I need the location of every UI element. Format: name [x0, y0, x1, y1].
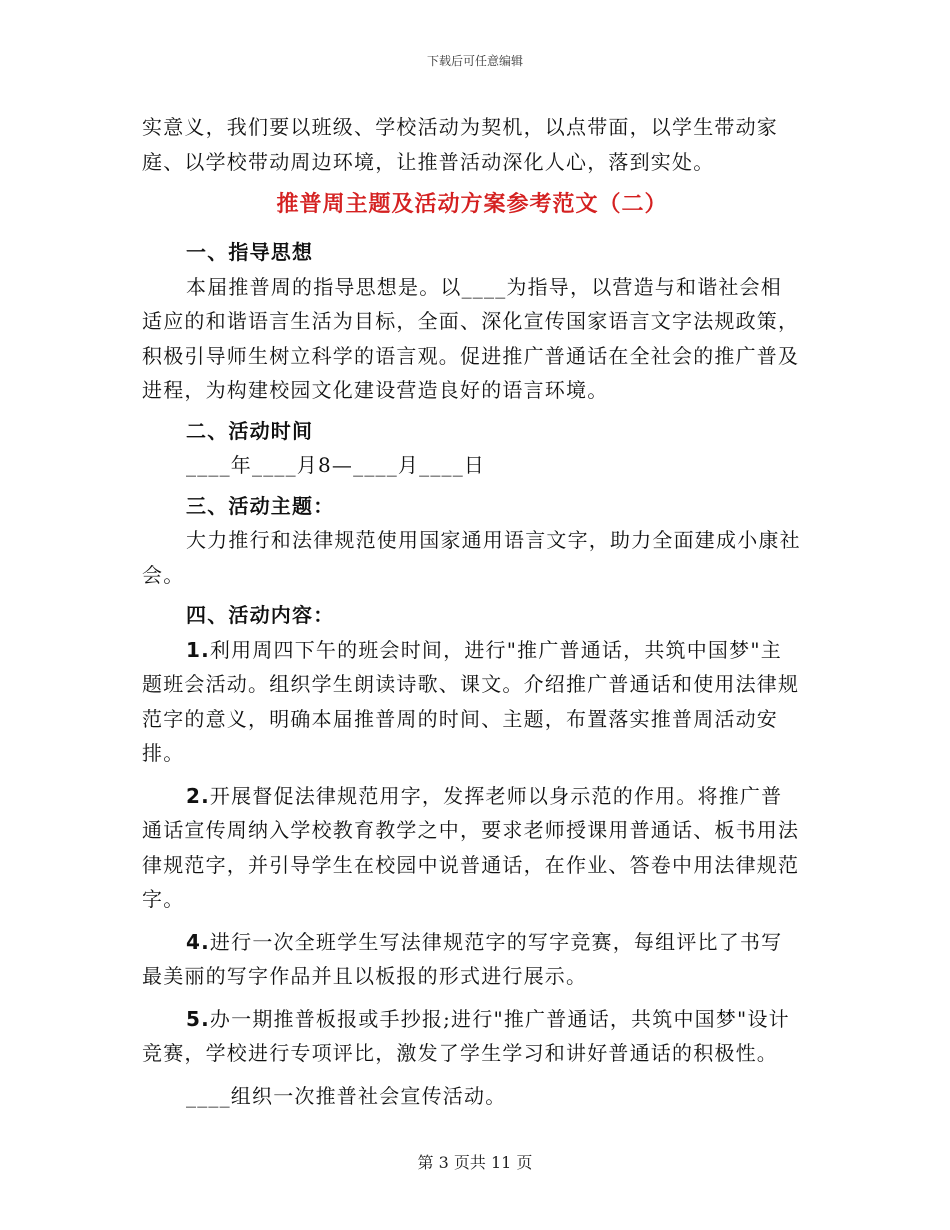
section-heading-4: 四、活动内容：	[186, 603, 335, 627]
list-item-text: 进行一次全班学生写法律规范字的写字竞赛，每组评比了书写最美丽的写字作品并且以板报的形式进行展示。	[142, 929, 783, 988]
section-body-3: 大力推行和法律规范使用国家通用语言文字，助力全面建成小康社会。	[142, 528, 801, 587]
section-heading-3: 三、活动主题：	[186, 493, 335, 518]
list-item-text: 利用周四下午的班会时间，进行"推广普通话，共筑中国梦"主题班会活动。组织学生朗读诗歌、课文。介绍推广普通话和使用法律规范字的意义，明确本届推普周的时间、主题，布置落实推普周活动安排。	[142, 637, 800, 765]
list-item-number: 1.	[186, 637, 210, 662]
page-footer: 第 3 页共 11 页	[417, 1153, 533, 1172]
list-item	[142, 1002, 802, 1071]
page-header: 下载后可任意编辑	[426, 54, 523, 68]
document-title: 推普周主题及活动方案参考范文（二）	[276, 191, 668, 217]
section-heading-2: 二、活动时间	[186, 418, 314, 443]
closing-line: ____组织一次推普社会宣传活动。	[186, 1083, 507, 1108]
section-body-2: ____年____月8—____月____日	[186, 453, 486, 477]
list-item-number: 5.	[186, 1006, 210, 1031]
list-item-text: 开展督促法律规范用字，发挥老师以身示范的作用。将推广普通话宣传周纳入学校教育教学之中，要求老师授课用普通话、板书用法律规范字，并引导学生在校园中说普通话，在作业、答卷中用法律规范字。	[142, 783, 800, 911]
list-item-number: 2.	[186, 783, 210, 808]
list-item-number: 4.	[186, 929, 210, 954]
list-item-text: 办一期推普板报或手抄报;进行"推广普通话，共筑中国梦"设计竞赛，学校进行专项评比，激发了学生学习和讲好普通话的积极性。	[142, 1006, 790, 1065]
lead-paragraph: 实意义，我们要以班级、学校活动为契机，以点带面，以学生带动家庭、以学校带动周边环境，让推普活动深化人心，落到实处。	[142, 115, 778, 174]
list-item	[142, 925, 802, 994]
list-item	[142, 633, 802, 771]
section-body-1: 本届推普周的指导思想是。以____为指导，以营造与和谐社会相适应的和谐语言生活为目标，全面、深化宣传国家语言文字法规政策，积极引导师生树立科学的语言观。促进推广普通话在全社会的推广普及进程，为构建校园文化建设营造良好的语言环境。	[142, 274, 800, 402]
document-body	[142, 110, 802, 1113]
section-heading-1: 一、指导思想	[186, 240, 314, 264]
list-item	[142, 779, 802, 917]
